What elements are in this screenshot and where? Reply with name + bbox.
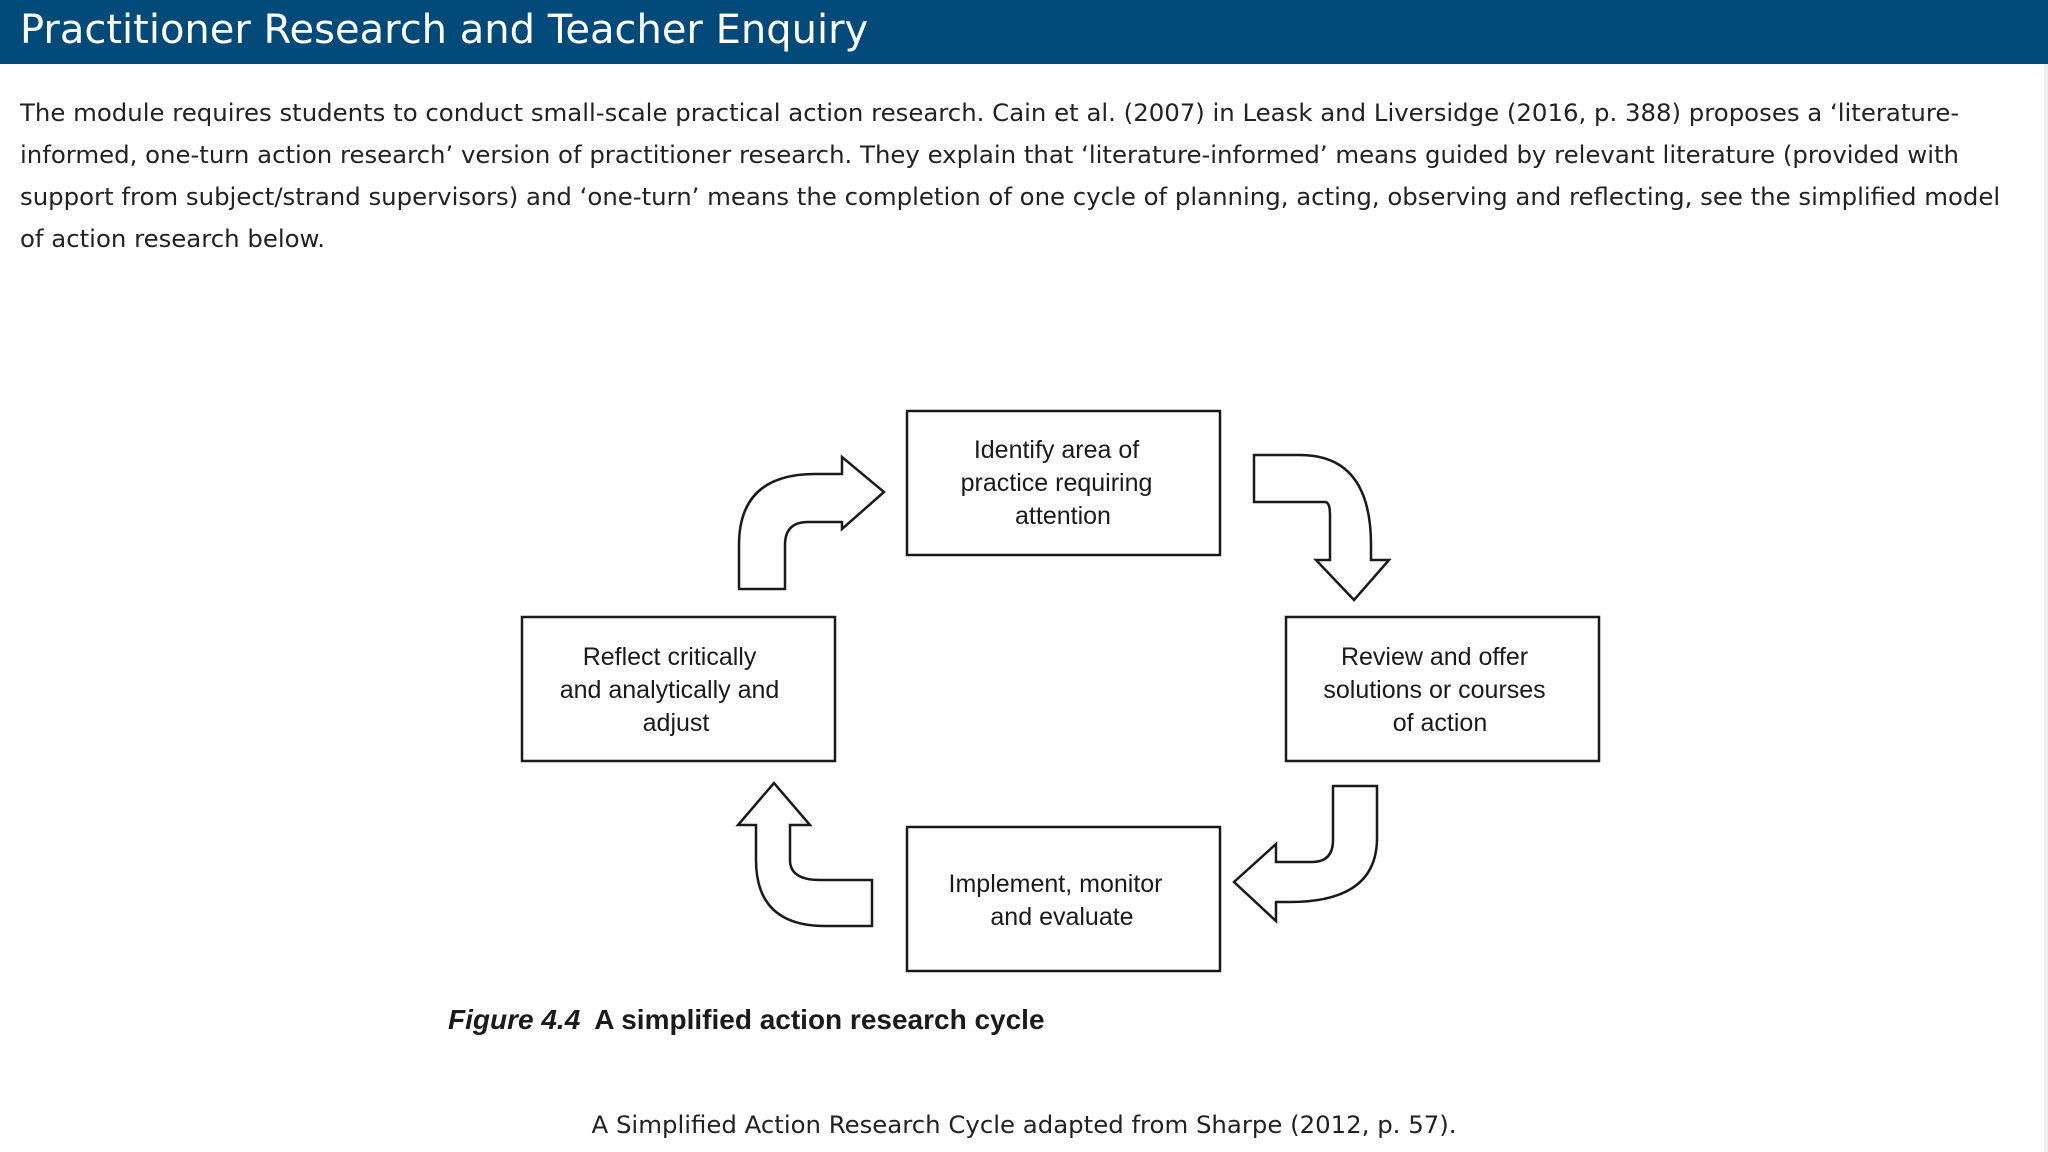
box-identify xyxy=(907,411,1220,555)
box-reflect-line-1: Reflect critically xyxy=(582,643,757,671)
source-note: A Simplified Action Research Cycle adapted from Sharpe (2012, p. 57). xyxy=(591,1110,1457,1139)
figure-number: Figure 4.4 xyxy=(448,1004,581,1035)
box-identify-line-2: practice requiring xyxy=(960,469,1153,497)
box-reflect-line-3: adjust xyxy=(642,709,710,737)
curved-arrow-icon-bottom-left xyxy=(738,783,872,926)
figure-title: A simplified action research cycle xyxy=(594,1004,1045,1035)
box-identify-line-3: attention xyxy=(1015,502,1111,530)
box-identify-line-1: Identify area of xyxy=(973,436,1140,464)
page-title: Practitioner Research and Teacher Enquiry xyxy=(20,7,869,53)
figure-caption xyxy=(448,1004,1045,1036)
box-implement-frame xyxy=(907,827,1220,971)
box-review-line-1: Review and offer xyxy=(1340,643,1529,671)
box-implement xyxy=(907,827,1220,971)
curved-arrow-icon-top-right xyxy=(1254,455,1389,600)
box-reflect-line-2: and analytically and xyxy=(559,676,780,704)
curved-arrow-icon-top-left xyxy=(739,457,884,589)
intro-paragraph: The module requires students to conduct small-scale practical action research. Cain et al. (2007) in Leask and Liversidge (2016, p. 388) proposes a ‘literature-informed, one-turn action research’ version of practitioner research. They explain that ‘literature-informed’ means guided by relevant literature (provided with support from subject/strand supervisors) and ‘one-turn’ means the completion of one cycle of planning, acting, observing and reflecting, see the simplified model of action research below. xyxy=(20,98,2001,253)
box-implement-line-2: and evaluate xyxy=(990,903,1134,931)
curved-arrow-icon-bottom-right xyxy=(1234,786,1377,921)
box-review-line-3: of action xyxy=(1392,709,1488,737)
box-review xyxy=(1286,617,1599,761)
box-reflect xyxy=(522,617,835,761)
box-implement-line-1: Implement, monitor xyxy=(948,870,1163,898)
box-review-line-2: solutions or courses xyxy=(1323,676,1546,704)
